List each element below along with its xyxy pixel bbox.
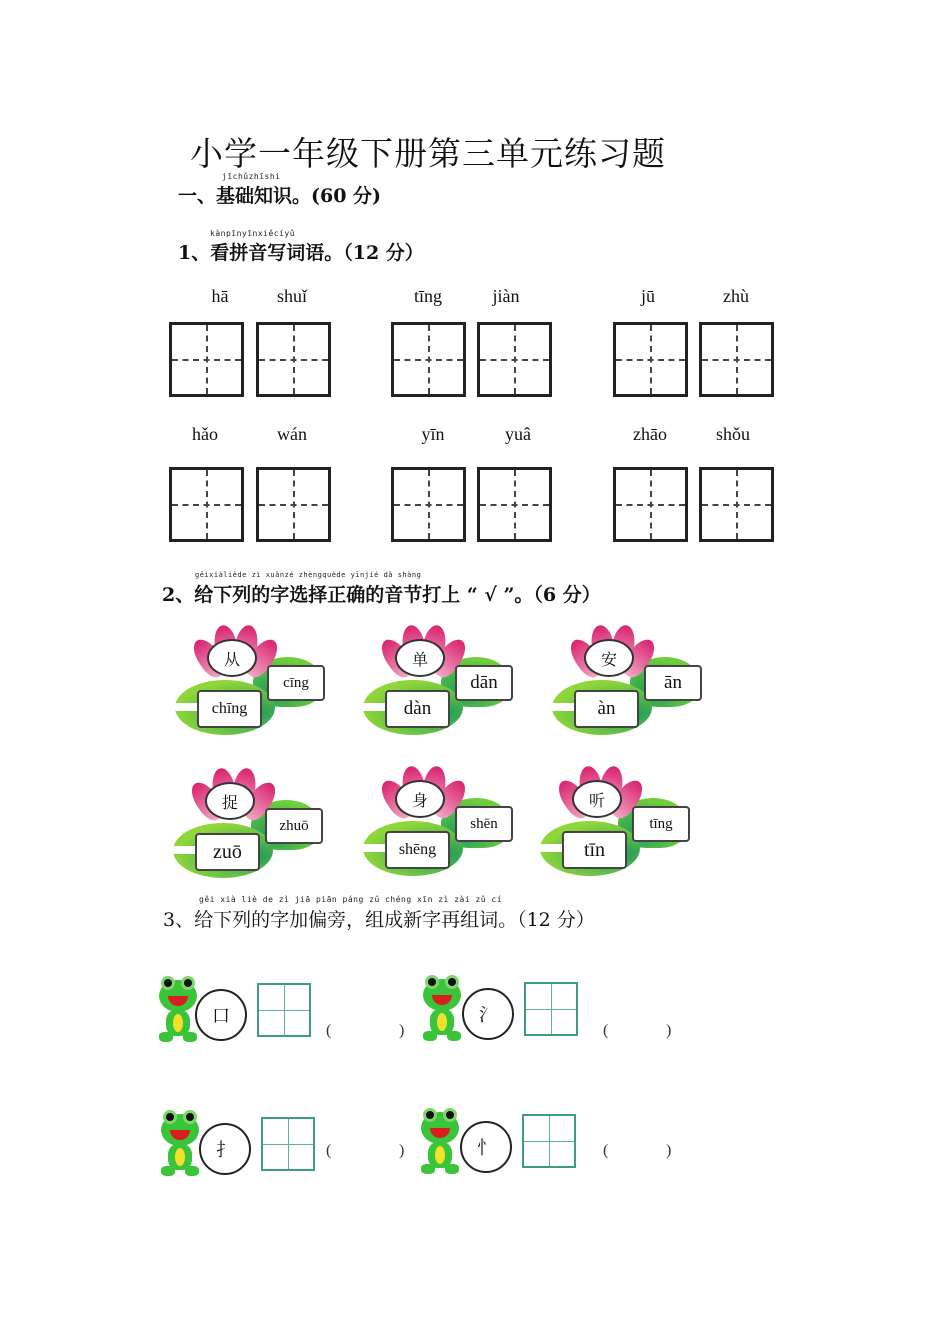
writing-grid[interactable] bbox=[699, 467, 774, 542]
close-paren: ) bbox=[666, 1142, 672, 1159]
frog-icon bbox=[421, 975, 463, 1045]
lotus-item bbox=[540, 766, 685, 881]
pinyin-option[interactable]: cīng bbox=[267, 665, 325, 701]
character-oval: 捉 bbox=[205, 782, 255, 820]
writing-grid[interactable] bbox=[613, 322, 688, 397]
writing-grid[interactable] bbox=[256, 467, 331, 542]
character-oval: 单 bbox=[395, 639, 445, 677]
close-paren: ) bbox=[399, 1142, 405, 1159]
close-paren: ) bbox=[399, 1022, 405, 1039]
section1-pinyin: jīchǔzhīshi bbox=[222, 172, 281, 181]
pinyin-label: wán bbox=[277, 424, 307, 444]
radical-circle: 口 bbox=[195, 989, 247, 1041]
lotus-item bbox=[175, 625, 320, 740]
writing-grid[interactable] bbox=[477, 322, 552, 397]
answer-grid[interactable] bbox=[522, 1114, 576, 1168]
pinyin-option[interactable]: shēn bbox=[455, 806, 513, 842]
open-paren: ( bbox=[326, 1022, 332, 1039]
pinyin-label: hā bbox=[211, 286, 229, 306]
answer-grid[interactable] bbox=[257, 983, 311, 1037]
open-paren: ( bbox=[603, 1142, 609, 1159]
writing-grid[interactable] bbox=[169, 467, 244, 542]
lotus-item bbox=[552, 625, 697, 740]
writing-grid[interactable] bbox=[169, 322, 244, 397]
q1-pinyin: kànpīnyīnxiěcíyǔ bbox=[210, 229, 296, 238]
writing-grid[interactable] bbox=[391, 322, 466, 397]
pinyin-option[interactable]: dàn bbox=[385, 690, 450, 728]
pinyin-option[interactable]: shēng bbox=[385, 831, 450, 869]
open-paren: ( bbox=[603, 1022, 609, 1039]
character-oval: 从 bbox=[207, 639, 257, 677]
pinyin-label: yīn bbox=[421, 424, 445, 444]
pinyin-label: zhù bbox=[723, 286, 749, 306]
q2-heading: 2、给下列的字选择正确的音节打上 “ √ ”。（6 分） bbox=[162, 584, 601, 606]
character-oval: 听 bbox=[572, 780, 622, 818]
open-paren: ( bbox=[326, 1142, 332, 1159]
pinyin-option[interactable]: tīng bbox=[632, 806, 690, 842]
pinyin-label: tīng bbox=[413, 286, 442, 306]
writing-grid[interactable] bbox=[699, 322, 774, 397]
lotus-item bbox=[363, 625, 508, 740]
section1-heading: 一、基础知识。(60 分) bbox=[178, 185, 382, 207]
page-title: 小学一年级下册第三单元练习题 bbox=[190, 134, 666, 173]
pinyin-label: shǒu bbox=[715, 424, 750, 444]
pinyin-option[interactable]: zhuō bbox=[265, 808, 323, 844]
frog-icon bbox=[419, 1108, 461, 1178]
frog-icon bbox=[157, 976, 199, 1046]
pinyin-label: jiàn bbox=[492, 286, 520, 306]
character-oval: 安 bbox=[584, 639, 634, 677]
radical-circle: 氵 bbox=[462, 988, 514, 1040]
pinyin-label: shuǐ bbox=[276, 286, 307, 306]
q1-heading: 1、看拼音写词语。（12 分） bbox=[178, 242, 424, 264]
q2-pinyin: gěixiàliède zì xuǎnzé zhèngquède yīnjié dǎ shàng bbox=[195, 571, 422, 579]
pinyin-label: jū bbox=[640, 286, 655, 306]
writing-grid[interactable] bbox=[391, 467, 466, 542]
pinyin-option[interactable]: tīn bbox=[562, 831, 627, 869]
pinyin-label: zhāo bbox=[633, 424, 667, 444]
lotus-item bbox=[173, 768, 318, 883]
writing-grid[interactable] bbox=[256, 322, 331, 397]
answer-grid[interactable] bbox=[261, 1117, 315, 1171]
writing-grid[interactable] bbox=[477, 467, 552, 542]
pinyin-option[interactable]: ān bbox=[644, 665, 702, 701]
pinyin-label: hǎo bbox=[192, 424, 218, 444]
pinyin-option[interactable]: dān bbox=[455, 665, 513, 701]
pinyin-option[interactable]: zuō bbox=[195, 833, 260, 871]
writing-grid[interactable] bbox=[613, 467, 688, 542]
radical-circle: 扌 bbox=[199, 1123, 251, 1175]
pinyin-label: yuâ bbox=[505, 424, 531, 444]
close-paren: ) bbox=[666, 1022, 672, 1039]
radical-circle: 忄 bbox=[460, 1121, 512, 1173]
pinyin-option[interactable]: àn bbox=[574, 690, 639, 728]
answer-grid[interactable] bbox=[524, 982, 578, 1036]
frog-icon bbox=[159, 1110, 201, 1180]
character-oval: 身 bbox=[395, 780, 445, 818]
pinyin-option[interactable]: chīng bbox=[197, 690, 262, 728]
q3-pinyin: gěi xià liè de zì jiā piān páng zǔ chéng xīn zì zài zǔ cí bbox=[199, 895, 503, 904]
lotus-item bbox=[363, 766, 508, 881]
q3-heading: 3、给下列的字加偏旁，组成新字再组词。（12 分） bbox=[163, 909, 595, 931]
